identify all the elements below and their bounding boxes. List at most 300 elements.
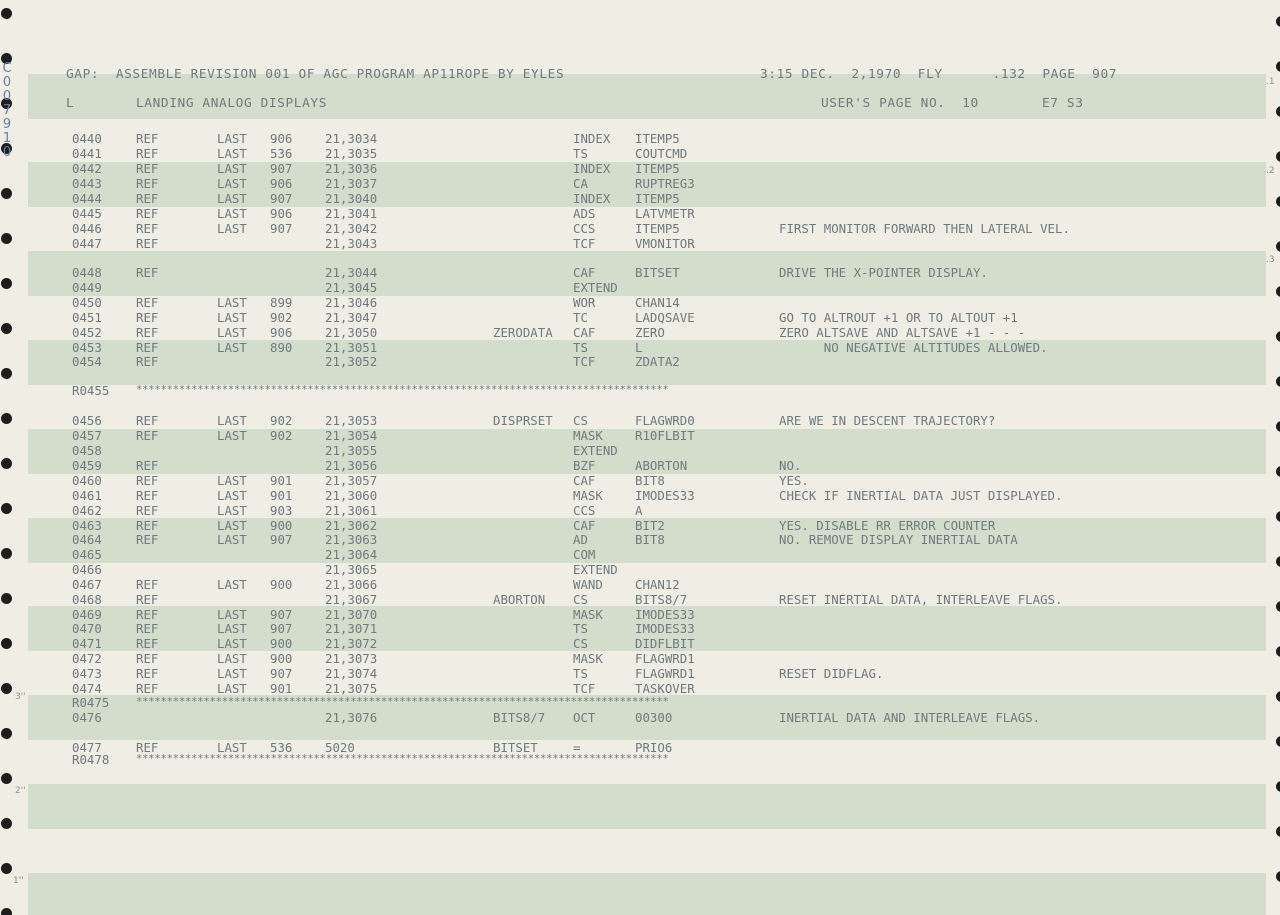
feed-hole: [1276, 196, 1280, 207]
opcode: CCS: [573, 221, 596, 236]
section-title: LANDING ANALOG DISPLAYS: [136, 96, 328, 111]
last-keyword: LAST: [217, 295, 247, 310]
label: BITSET: [493, 740, 538, 755]
comment: YES. DISABLE RR ERROR COUNTER: [779, 518, 996, 533]
separator-stars: ***************************************************************************************: [136, 384, 669, 396]
ref-keyword: REF: [136, 666, 159, 681]
address: 21,3045: [325, 280, 378, 295]
operand: IMODES33: [635, 488, 695, 503]
feed-hole: [1276, 826, 1280, 837]
comment: NO.: [779, 458, 802, 473]
feed-hole: [1, 368, 12, 379]
feed-hole: [1, 323, 12, 334]
separator-stars: ***************************************************************************************: [136, 696, 669, 708]
feed-hole: [1, 503, 12, 514]
comment: FIRST MONITOR FORWARD THEN LATERAL VEL.: [779, 221, 1070, 236]
operand: DIDFLBIT: [635, 636, 695, 651]
feed-hole: [1, 908, 12, 915]
address: 21,3060: [325, 488, 378, 503]
section-code: L: [66, 96, 75, 111]
last-keyword: LAST: [217, 681, 247, 696]
line-number: 0474: [72, 681, 102, 696]
address: 21,3050: [325, 325, 378, 340]
label: ABORTON: [493, 592, 546, 607]
operand: LADQSAVE: [635, 310, 695, 325]
opcode: MASK: [573, 651, 603, 666]
address: 21,3072: [325, 636, 378, 651]
line-number: R0478: [72, 752, 110, 767]
feed-hole: [1276, 646, 1280, 657]
feed-hole: [1276, 151, 1280, 162]
label: DISPRSET: [493, 413, 553, 428]
ref-keyword: REF: [136, 681, 159, 696]
last-keyword: LAST: [217, 621, 247, 636]
operand: RUPTREG3: [635, 176, 695, 191]
operand: ITEMP5: [635, 191, 680, 206]
comment: ARE WE IN DESCENT TRAJECTORY?: [779, 413, 996, 428]
line-number: 0473: [72, 666, 102, 681]
opcode: OCT: [573, 710, 596, 725]
comment: YES.: [779, 473, 809, 488]
feed-hole: [1276, 781, 1280, 792]
last-keyword: LAST: [217, 176, 247, 191]
line-number: 0444: [72, 191, 102, 206]
line-number: R0475: [72, 695, 110, 710]
line-number: 0465: [72, 547, 102, 562]
ref-keyword: REF: [136, 295, 159, 310]
opcode: BZF: [573, 458, 596, 473]
last-keyword: LAST: [217, 161, 247, 176]
opcode: TCF: [573, 236, 596, 251]
last-page: 900: [270, 651, 293, 666]
line-number: 0476: [72, 710, 102, 725]
line-number: 0448: [72, 265, 102, 280]
opcode: TC: [573, 310, 588, 325]
line-number: 0469: [72, 607, 102, 622]
address: 21,3052: [325, 354, 378, 369]
page-code: E7 S3: [1042, 96, 1084, 111]
address: 21,3035: [325, 146, 378, 161]
feed-hole: [1276, 736, 1280, 747]
operand: ITEMP5: [635, 161, 680, 176]
last-page: 901: [270, 488, 293, 503]
last-page: 900: [270, 518, 293, 533]
operand: VMONITOR: [635, 236, 695, 251]
paper-band: [28, 784, 1266, 829]
feed-hole: [1, 548, 12, 559]
opcode: INDEX: [573, 131, 611, 146]
last-keyword: LAST: [217, 473, 247, 488]
address: 21,3040: [325, 191, 378, 206]
operand: LATVMETR: [635, 206, 695, 221]
line-number: 0447: [72, 236, 102, 251]
feed-hole: [1, 593, 12, 604]
feed-hole: [1276, 331, 1280, 342]
last-keyword: LAST: [217, 310, 247, 325]
ref-keyword: REF: [136, 221, 159, 236]
feed-hole: [1, 8, 12, 19]
opcode: =: [573, 740, 581, 755]
feed-hole: [1, 818, 12, 829]
line-number: 0451: [72, 310, 102, 325]
address: 21,3066: [325, 577, 378, 592]
ref-keyword: REF: [136, 236, 159, 251]
opcode: CAF: [573, 265, 596, 280]
line-number: 0463: [72, 518, 102, 533]
last-keyword: LAST: [217, 221, 247, 236]
opcode: EXTEND: [573, 280, 618, 295]
address: 21,3041: [325, 206, 378, 221]
last-page: 907: [270, 161, 293, 176]
comment: GO TO ALTROUT +1 OR TO ALTOUT +1: [779, 310, 1018, 325]
last-keyword: LAST: [217, 503, 247, 518]
feed-hole: [1, 773, 12, 784]
feed-hole: [1276, 61, 1280, 72]
ref-keyword: REF: [136, 176, 159, 191]
operand: A: [635, 503, 643, 518]
header-right: 3:15 DEC. 2,1970 FLY .132 PAGE 907: [760, 67, 1118, 82]
section-header-line: [0, 96, 1084, 111]
address: 21,3073: [325, 651, 378, 666]
opcode: INDEX: [573, 161, 611, 176]
last-page: 903: [270, 503, 293, 518]
comment: RESET INERTIAL DATA, INTERLEAVE FLAGS.: [779, 592, 1063, 607]
last-page: 902: [270, 428, 293, 443]
address: 21,3042: [325, 221, 378, 236]
line-number: 0461: [72, 488, 102, 503]
ref-keyword: REF: [136, 206, 159, 221]
ref-keyword: REF: [136, 592, 159, 607]
operand: BIT8: [635, 473, 665, 488]
address: 21,3071: [325, 621, 378, 636]
address: 21,3074: [325, 666, 378, 681]
last-keyword: LAST: [217, 488, 247, 503]
ref-keyword: REF: [136, 458, 159, 473]
comment: DRIVE THE X-POINTER DISPLAY.: [779, 265, 988, 280]
ref-keyword: REF: [136, 488, 159, 503]
last-page: 907: [270, 666, 293, 681]
address: 21,3075: [325, 681, 378, 696]
comment: NO NEGATIVE ALTITUDES ALLOWED.: [779, 340, 1048, 355]
line-number: 0466: [72, 562, 102, 577]
operand: ZERO: [635, 325, 665, 340]
line-number: 0440: [72, 131, 102, 146]
line-number: 0457: [72, 428, 102, 443]
opcode: COM: [573, 547, 596, 562]
ref-keyword: REF: [136, 265, 159, 280]
operand: ITEMP5: [635, 221, 680, 236]
last-keyword: LAST: [217, 428, 247, 443]
last-keyword: LAST: [217, 325, 247, 340]
comment: CHECK IF INERTIAL DATA JUST DISPLAYED.: [779, 488, 1063, 503]
operand: FLAGWRD0: [635, 413, 695, 428]
operand: FLAGWRD1: [635, 666, 695, 681]
operand: ZDATA2: [635, 354, 680, 369]
last-page: 536: [270, 146, 293, 161]
operand: CHAN14: [635, 295, 680, 310]
opcode: MASK: [573, 607, 603, 622]
last-keyword: LAST: [217, 413, 247, 428]
feed-hole: [1, 233, 12, 244]
right-edge-mark-2: .2: [1266, 166, 1275, 176]
right-edge-mark-1: .1: [1266, 77, 1275, 87]
address: 21,3053: [325, 413, 378, 428]
address: 21,3043: [325, 236, 378, 251]
feed-hole: [1, 413, 12, 424]
operand: BITSET: [635, 265, 680, 280]
ref-keyword: REF: [136, 191, 159, 206]
ruler-mark-1: 1'': [13, 876, 24, 886]
operand: IMODES33: [635, 621, 695, 636]
feed-hole: [1276, 601, 1280, 612]
opcode: CAF: [573, 325, 596, 340]
feed-hole: [1, 278, 12, 289]
last-page: 906: [270, 176, 293, 191]
last-keyword: LAST: [217, 191, 247, 206]
operand: L: [635, 340, 643, 355]
line-number: 0442: [72, 161, 102, 176]
operand: ITEMP5: [635, 131, 680, 146]
line-number: 0449: [72, 280, 102, 295]
last-keyword: LAST: [217, 607, 247, 622]
line-number: 0446: [72, 221, 102, 236]
operand: COUTCMD: [635, 146, 688, 161]
last-page: 900: [270, 636, 293, 651]
ref-keyword: REF: [136, 131, 159, 146]
vertical-stamp: C007910: [2, 61, 12, 160]
comment: ZERO ALTSAVE AND ALTSAVE +1 - - -: [779, 325, 1026, 340]
feed-hole: [1276, 511, 1280, 522]
operand: IMODES33: [635, 607, 695, 622]
operand: BIT2: [635, 518, 665, 533]
line-number: 0470: [72, 621, 102, 636]
line-number: 0441: [72, 146, 102, 161]
last-keyword: LAST: [217, 636, 247, 651]
last-page: 901: [270, 681, 293, 696]
ref-keyword: REF: [136, 340, 159, 355]
comment: INERTIAL DATA AND INTERLEAVE FLAGS.: [779, 710, 1041, 725]
address: 21,3046: [325, 295, 378, 310]
opcode: ADS: [573, 206, 596, 221]
operand: TASKOVER: [635, 681, 695, 696]
line-number: 0477: [72, 740, 102, 755]
last-page: 899: [270, 295, 293, 310]
feed-hole: [1, 638, 12, 649]
line-number: 0458: [72, 443, 102, 458]
line-number: 0472: [72, 651, 102, 666]
ref-keyword: REF: [136, 325, 159, 340]
last-keyword: LAST: [217, 740, 247, 755]
line-number: 0450: [72, 295, 102, 310]
ref-keyword: REF: [136, 310, 159, 325]
feed-hole: [1276, 556, 1280, 567]
address: 21,3055: [325, 443, 378, 458]
opcode: EXTEND: [573, 562, 618, 577]
operand: PRIO6: [635, 740, 673, 755]
last-page: 902: [270, 413, 293, 428]
opcode: CAF: [573, 518, 596, 533]
ref-keyword: REF: [136, 577, 159, 592]
ref-keyword: REF: [136, 621, 159, 636]
feed-hole: [1, 863, 12, 874]
feed-hole: [1276, 241, 1280, 252]
ref-keyword: REF: [136, 146, 159, 161]
separator-stars: ***************************************************************************************: [136, 753, 669, 765]
ruler-mark-3: 3'': [15, 692, 26, 702]
last-keyword: LAST: [217, 518, 247, 533]
opcode: AD: [573, 532, 588, 547]
last-page: 901: [270, 473, 293, 488]
last-keyword: LAST: [217, 146, 247, 161]
last-page: 907: [270, 191, 293, 206]
opcode: CS: [573, 592, 588, 607]
ref-keyword: REF: [136, 636, 159, 651]
comment: NO. REMOVE DISPLAY INERTIAL DATA: [779, 532, 1018, 547]
ref-keyword: REF: [136, 607, 159, 622]
opcode: TS: [573, 621, 588, 636]
ref-keyword: REF: [136, 413, 159, 428]
ref-keyword: REF: [136, 354, 159, 369]
operand: 00300: [635, 710, 673, 725]
address: 21,3070: [325, 607, 378, 622]
address: 21,3062: [325, 518, 378, 533]
last-page: 907: [270, 621, 293, 636]
ref-keyword: REF: [136, 428, 159, 443]
feed-hole: [1, 683, 12, 694]
line-number: 0454: [72, 354, 102, 369]
opcode: TS: [573, 146, 588, 161]
operand: BITS8/7: [635, 592, 688, 607]
address: 5020: [325, 740, 355, 755]
opcode: TS: [573, 666, 588, 681]
last-keyword: LAST: [217, 666, 247, 681]
opcode: EXTEND: [573, 443, 618, 458]
address: 21,3076: [325, 710, 378, 725]
last-page: 900: [270, 577, 293, 592]
address: 21,3047: [325, 310, 378, 325]
opcode: TS: [573, 340, 588, 355]
last-page: 536: [270, 740, 293, 755]
line-number: 0456: [72, 413, 102, 428]
feed-hole: [1276, 691, 1280, 702]
address: 21,3065: [325, 562, 378, 577]
opcode: WAND: [573, 577, 603, 592]
operand: FLAGWRD1: [635, 651, 695, 666]
address: 21,3067: [325, 592, 378, 607]
label: BITS8/7: [493, 710, 546, 725]
last-page: 906: [270, 325, 293, 340]
line-number: 0453: [72, 340, 102, 355]
address: 21,3044: [325, 265, 378, 280]
last-page: 906: [270, 131, 293, 146]
ref-keyword: REF: [136, 651, 159, 666]
feed-hole: [1, 728, 12, 739]
address: 21,3063: [325, 532, 378, 547]
last-keyword: LAST: [217, 651, 247, 666]
feed-hole: [1276, 421, 1280, 432]
address: 21,3036: [325, 161, 378, 176]
opcode: CS: [573, 636, 588, 651]
comment: RESET DIDFLAG.: [779, 666, 884, 681]
address: 21,3057: [325, 473, 378, 488]
last-keyword: LAST: [217, 532, 247, 547]
opcode: CS: [573, 413, 588, 428]
ref-keyword: REF: [136, 518, 159, 533]
feed-hole: [1276, 16, 1280, 27]
opcode: CCS: [573, 503, 596, 518]
last-keyword: LAST: [217, 340, 247, 355]
feed-hole: [1276, 871, 1280, 882]
ref-keyword: REF: [136, 532, 159, 547]
line-number: 0467: [72, 577, 102, 592]
label: ZERODATA: [493, 325, 553, 340]
address: 21,3056: [325, 458, 378, 473]
last-keyword: LAST: [217, 577, 247, 592]
line-number: R0455: [72, 383, 110, 398]
opcode: INDEX: [573, 191, 611, 206]
line-number: 0471: [72, 636, 102, 651]
feed-hole: [1276, 286, 1280, 297]
opcode: CAF: [573, 473, 596, 488]
operand: CHAN12: [635, 577, 680, 592]
paper-band: [28, 873, 1266, 915]
line-number: 0443: [72, 176, 102, 191]
line-number: 0459: [72, 458, 102, 473]
last-page: 907: [270, 532, 293, 547]
last-keyword: LAST: [217, 206, 247, 221]
opcode: WOR: [573, 295, 596, 310]
last-page: 907: [270, 607, 293, 622]
address: 21,3034: [325, 131, 378, 146]
ref-keyword: REF: [136, 161, 159, 176]
opcode: TCF: [573, 681, 596, 696]
line-number: 0452: [72, 325, 102, 340]
ruler-mark-2: 2'': [15, 786, 26, 796]
last-page: 906: [270, 206, 293, 221]
line-number: 0445: [72, 206, 102, 221]
address: 21,3054: [325, 428, 378, 443]
feed-hole: [1, 458, 12, 469]
ref-keyword: REF: [136, 503, 159, 518]
last-page: 907: [270, 221, 293, 236]
operand: R10FLBIT: [635, 428, 695, 443]
line-number: 0460: [72, 473, 102, 488]
feed-hole: [1276, 376, 1280, 387]
operand: BIT8: [635, 532, 665, 547]
address: 21,3037: [325, 176, 378, 191]
page-header-line: [0, 67, 1118, 82]
last-keyword: LAST: [217, 131, 247, 146]
opcode: TCF: [573, 354, 596, 369]
right-edge-mark-3: .3: [1266, 255, 1275, 265]
line-number: 0468: [72, 592, 102, 607]
opcode: MASK: [573, 428, 603, 443]
ref-keyword: REF: [136, 740, 159, 755]
users-page-number: USER'S PAGE NO. 10: [821, 96, 979, 111]
last-page: 902: [270, 310, 293, 325]
feed-hole: [1, 188, 12, 199]
address: 21,3064: [325, 547, 378, 562]
header-left: GAP: ASSEMBLE REVISION 001 OF AGC PROGRAM AP11ROPE BY EYLES: [66, 67, 565, 82]
line-number: 0464: [72, 532, 102, 547]
address: 21,3051: [325, 340, 378, 355]
line-number: 0462: [72, 503, 102, 518]
feed-hole: [1276, 106, 1280, 117]
last-page: 890: [270, 340, 293, 355]
feed-hole: [1276, 466, 1280, 477]
ref-keyword: REF: [136, 473, 159, 488]
opcode: MASK: [573, 488, 603, 503]
